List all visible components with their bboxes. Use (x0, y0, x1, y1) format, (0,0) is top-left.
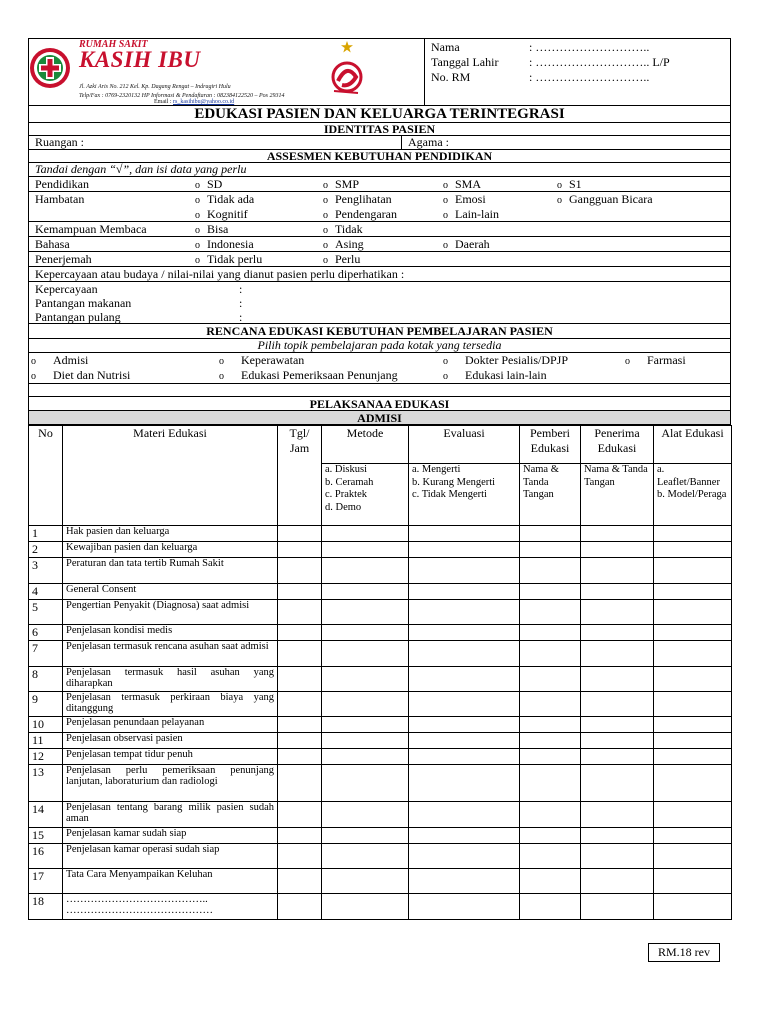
row-pemberi-cell[interactable] (520, 717, 581, 733)
table-row (29, 692, 732, 717)
row-tgl-cell[interactable] (278, 869, 322, 894)
opt-tidak[interactable]: o Tidak (323, 222, 363, 236)
col-materi: Materi Edukasi (63, 426, 278, 526)
pantangan-makanan-field[interactable]: : (239, 296, 243, 310)
row-alat-cell[interactable] (654, 641, 732, 667)
email-link[interactable]: rs_kasihibu@yahoo.co.id (173, 99, 235, 105)
row-penerima-cell[interactable] (581, 526, 654, 542)
row-pemberi-cell[interactable] (520, 844, 581, 869)
row-alat-cell[interactable] (654, 526, 732, 542)
row-evaluasi-cell[interactable] (409, 542, 520, 558)
row-number: 15 (29, 828, 63, 844)
row-tgl-cell[interactable] (278, 765, 322, 802)
row-evaluasi-cell[interactable] (409, 765, 520, 802)
row-materi: Penjelasan kamar operasi sudah siap (63, 844, 278, 869)
row-tgl-cell[interactable] (278, 844, 322, 869)
row-alat-cell[interactable] (654, 542, 732, 558)
topic-penunjang[interactable]: o Edukasi Pemeriksaan Penunjang (219, 368, 398, 382)
row-tgl-cell[interactable] (278, 894, 322, 920)
row-metode-cell[interactable] (322, 600, 409, 625)
row-metode-cell[interactable] (322, 542, 409, 558)
row-pemberi-cell[interactable] (520, 641, 581, 667)
topic-farmasi[interactable]: o Farmasi (625, 353, 686, 367)
membaca-row: Kemampuan Membaca o Bisa o Tidak (28, 222, 731, 237)
patient-identity-box (425, 39, 730, 105)
row-number: 1 (29, 526, 63, 542)
pelaksanaan-heading: PELAKSANAA EDUKASI (28, 397, 731, 411)
row-evaluasi-cell[interactable] (409, 692, 520, 717)
row-metode-cell[interactable] (322, 733, 409, 749)
row-penerima-cell[interactable] (581, 558, 654, 584)
row-penerima-cell[interactable] (581, 692, 654, 717)
row-number: 10 (29, 717, 63, 733)
row-penerima-cell[interactable] (581, 828, 654, 844)
table-row (29, 894, 732, 920)
col-pemberi: Pemberi Edukasi (520, 426, 581, 464)
row-pemberi-cell[interactable] (520, 692, 581, 717)
row-evaluasi-cell[interactable] (409, 584, 520, 600)
row-tgl-cell[interactable] (278, 717, 322, 733)
rencana-heading: RENCANA EDUKASI KEBUTUHAN PEMBELAJARAN PASIEN (28, 324, 731, 339)
hospital-phone: Telp/Fax : 0769-2320132 HP Informasi & Pendaftaran : 082384122520 – Pos 29314 (79, 93, 285, 99)
row-number: 8 (29, 667, 63, 692)
ruangan-field[interactable]: Ruangan : (29, 136, 402, 149)
row-alat-cell[interactable] (654, 584, 732, 600)
row-metode-cell[interactable] (322, 894, 409, 920)
row-number: 14 (29, 802, 63, 828)
row-materi: Penjelasan termasuk rencana asuhan saat admisi (63, 641, 278, 667)
row-metode-cell[interactable] (322, 717, 409, 733)
row-pemberi-cell[interactable] (520, 526, 581, 542)
row-pemberi-cell[interactable] (520, 667, 581, 692)
topic-dokter[interactable]: o Dokter Pesialis/DPJP (443, 353, 569, 367)
table-row (29, 600, 732, 625)
opt-lain-lain[interactable]: o Lain-lain (443, 207, 499, 221)
row-number: 3 (29, 558, 63, 584)
row-evaluasi-cell[interactable] (409, 749, 520, 765)
row-number: 16 (29, 844, 63, 869)
row-evaluasi-cell[interactable] (409, 600, 520, 625)
row-pemberi-cell[interactable] (520, 600, 581, 625)
row-tgl-cell[interactable] (278, 542, 322, 558)
row-metode-cell[interactable] (322, 692, 409, 717)
row-evaluasi-cell[interactable] (409, 667, 520, 692)
opt-smp[interactable]: o SMP (323, 177, 360, 191)
row-alat-cell[interactable] (654, 869, 732, 894)
hospital-email: Email : rs_kasihibu@yahoo.co.id (154, 99, 235, 105)
row-tgl-cell[interactable] (278, 584, 322, 600)
row-penerima-cell[interactable] (581, 749, 654, 765)
row-number: 17 (29, 869, 63, 894)
opt-sd[interactable]: o SD (195, 177, 223, 191)
row-metode-cell[interactable] (322, 641, 409, 667)
row-materi: Penjelasan penundaan pelayanan (63, 717, 278, 733)
row-evaluasi-cell[interactable] (409, 894, 520, 920)
col-tgl: Tgl/ Jam (278, 426, 322, 526)
row-evaluasi-cell[interactable] (409, 802, 520, 828)
row-materi: Hak pasien dan keluarga (63, 526, 278, 542)
row-materi: Penjelasan kondisi medis (63, 625, 278, 641)
row-penerima-cell[interactable] (581, 667, 654, 692)
table-row (29, 667, 732, 692)
table-row (29, 844, 732, 869)
row-materi: Penjelasan termasuk hasil asuhan yang diharapkan (63, 667, 278, 692)
opt-daerah[interactable]: o Daerah (443, 237, 490, 251)
row-number: 2 (29, 542, 63, 558)
row-penerima-cell[interactable] (581, 542, 654, 558)
row-pemberi-cell[interactable] (520, 749, 581, 765)
row-materi: Penjelasan tempat tidur penuh (63, 749, 278, 765)
penerima-note: Nama & Tanda Tangan (581, 464, 654, 526)
opt-indonesia[interactable]: o Indonesia (195, 237, 254, 251)
assesmen-instruction: Tandai dengan “√”, dan isi data yang perlu (28, 163, 731, 177)
row-evaluasi-cell[interactable] (409, 558, 520, 584)
hambatan-row: Hambatan o Tidak ada o Penglihatan o Emosi o Gangguan Bicara o Kognitif o Pendengaran o Lain-lain (28, 192, 731, 222)
hospital-small-name: RUMAH SAKIT (79, 39, 148, 50)
pantangan-pulang-field[interactable]: : (239, 310, 243, 324)
row-penerima-cell[interactable] (581, 641, 654, 667)
patient-dob-field[interactable]: : ……………………….. L/P (529, 55, 670, 69)
star-icon (341, 41, 353, 53)
opt-emosi[interactable]: o Emosi (443, 192, 486, 206)
row-alat-cell[interactable] (654, 828, 732, 844)
opt-kognitif[interactable]: o Kognitif (195, 207, 248, 221)
col-penerima: Penerima Edukasi (581, 426, 654, 464)
hospital-logo (29, 42, 71, 94)
assesmen-heading: ASSESMEN KEBUTUHAN PENDIDIKAN (28, 150, 731, 163)
row-materi: Kewajiban pasien dan keluarga (63, 542, 278, 558)
identitas-heading: IDENTITAS PASIEN (28, 123, 731, 136)
rencana-options (28, 353, 731, 384)
form-code: RM.18 rev (648, 943, 720, 962)
row-alat-cell[interactable] (654, 600, 732, 625)
row-evaluasi-cell[interactable] (409, 625, 520, 641)
row-alat-cell[interactable] (654, 625, 732, 641)
row-penerima-cell[interactable] (581, 625, 654, 641)
hospital-name: KASIH IBU (79, 47, 201, 72)
form-header (28, 38, 731, 106)
row-materi: Penjelasan observasi pasien (63, 733, 278, 749)
row-metode-cell[interactable] (322, 869, 409, 894)
row-number: 9 (29, 692, 63, 717)
topic-admisi[interactable]: o Admisi (31, 353, 89, 367)
row-pemberi-cell[interactable] (520, 542, 581, 558)
table-row (29, 526, 732, 542)
row-materi: ………………………………….. …………………………………… (63, 894, 278, 920)
row-number: 12 (29, 749, 63, 765)
row-pemberi-cell[interactable] (520, 625, 581, 641)
row-penerima-cell[interactable] (581, 584, 654, 600)
row-penerima-cell[interactable] (581, 869, 654, 894)
row-metode-cell[interactable] (322, 828, 409, 844)
table-header-row (29, 426, 732, 464)
pendidikan-row: Pendidikan o SD o SMP o SMA o S1 (28, 177, 731, 192)
row-number: 6 (29, 625, 63, 641)
row-evaluasi-cell[interactable] (409, 733, 520, 749)
row-pemberi-cell[interactable] (520, 869, 581, 894)
topic-lain[interactable]: o Edukasi lain-lain (443, 368, 547, 382)
opt-penglihatan[interactable]: o Penglihatan (323, 192, 392, 206)
table-row (29, 641, 732, 667)
row-materi: Penjelasan tentang barang milik pasien sudah aman (63, 802, 278, 828)
row-pemberi-cell[interactable] (520, 558, 581, 584)
row-tgl-cell[interactable] (278, 641, 322, 667)
row-alat-cell[interactable] (654, 558, 732, 584)
alat-options: a. Leaflet/Banner b. Model/Peraga (654, 464, 732, 526)
kepercayaan-block: Kepercayaan : Pantangan makanan : Pantangan pulang : (28, 282, 731, 324)
row-materi: Peraturan dan tata tertib Rumah Sakit (63, 558, 278, 584)
row-metode-cell[interactable] (322, 802, 409, 828)
row-alat-cell[interactable] (654, 667, 732, 692)
row-penerima-cell[interactable] (581, 844, 654, 869)
row-tgl-cell[interactable] (278, 600, 322, 625)
topic-diet[interactable]: o Diet dan Nutrisi (31, 368, 131, 382)
opt-perlu[interactable]: o Perlu (323, 252, 361, 266)
table-row (29, 828, 732, 844)
table-row (29, 749, 732, 765)
metode-options: a. Diskusi b. Ceramah c. Praktek d. Demo (322, 464, 409, 526)
row-evaluasi-cell[interactable] (409, 869, 520, 894)
row-tgl-cell[interactable] (278, 802, 322, 828)
row-pemberi-cell[interactable] (520, 584, 581, 600)
row-evaluasi-cell[interactable] (409, 526, 520, 542)
table-row (29, 625, 732, 641)
row-materi: General Consent (63, 584, 278, 600)
row-evaluasi-cell[interactable] (409, 717, 520, 733)
opt-bisa[interactable]: o Bisa (195, 222, 229, 236)
patient-dob-row: Tanggal Lahir : ……………………….. L/P (431, 55, 730, 70)
penerjemah-row: Penerjemah o Tidak perlu o Perlu (28, 252, 731, 267)
row-tgl-cell[interactable] (278, 667, 322, 692)
row-tgl-cell[interactable] (278, 749, 322, 765)
row-tgl-cell[interactable] (278, 625, 322, 641)
row-number: 18 (29, 894, 63, 920)
patient-name-row: Nama : ……………………….. (431, 40, 730, 55)
row-alat-cell[interactable] (654, 802, 732, 828)
row-metode-cell[interactable] (322, 526, 409, 542)
spacer-row (28, 384, 731, 397)
identitas-row (28, 136, 731, 150)
row-pemberi-cell[interactable] (520, 733, 581, 749)
row-number: 4 (29, 584, 63, 600)
table-row (29, 765, 732, 802)
row-tgl-cell[interactable] (278, 692, 322, 717)
row-number: 11 (29, 733, 63, 749)
row-metode-cell[interactable] (322, 749, 409, 765)
row-pemberi-cell[interactable] (520, 828, 581, 844)
col-alat: Alat Edukasi (654, 426, 732, 464)
opt-sma[interactable]: o SMA (443, 177, 482, 191)
agama-field[interactable]: Agama : (408, 135, 449, 149)
row-pemberi-cell[interactable] (520, 802, 581, 828)
row-tgl-cell[interactable] (278, 558, 322, 584)
row-alat-cell[interactable] (654, 765, 732, 802)
row-alat-cell[interactable] (654, 717, 732, 733)
row-materi: Penjelasan termasuk perkiraan biaya yang ditanggung (63, 692, 278, 717)
row-tgl-cell[interactable] (278, 526, 322, 542)
row-alat-cell[interactable] (654, 749, 732, 765)
row-metode-cell[interactable] (322, 667, 409, 692)
table-row (29, 558, 732, 584)
row-penerima-cell[interactable] (581, 600, 654, 625)
row-evaluasi-cell[interactable] (409, 641, 520, 667)
kepercayaan-field[interactable]: : (239, 282, 243, 296)
row-alat-cell[interactable] (654, 894, 732, 920)
hospital-kop (29, 39, 425, 105)
row-penerima-cell[interactable] (581, 717, 654, 733)
hospital-address: Jl. Azki Aris No. 212 Kel. Kp. Dagang Rengat – Indragiri Hulu (79, 84, 231, 90)
row-penerima-cell[interactable] (581, 802, 654, 828)
row-evaluasi-cell[interactable] (409, 844, 520, 869)
table-row (29, 733, 732, 749)
evaluasi-options: a. Mengerti b. Kurang Mengerti c. Tidak Mengerti (409, 464, 520, 526)
row-metode-cell[interactable] (322, 625, 409, 641)
row-penerima-cell[interactable] (581, 894, 654, 920)
opt-s1[interactable]: o S1 (557, 177, 582, 191)
row-penerima-cell[interactable] (581, 733, 654, 749)
row-metode-cell[interactable] (322, 558, 409, 584)
bahasa-row: Bahasa o Indonesia o Asing o Daerah (28, 237, 731, 252)
table-row (29, 584, 732, 600)
row-penerima-cell[interactable] (581, 765, 654, 802)
opt-tidak-ada[interactable]: o Tidak ada (195, 192, 255, 206)
patient-name-field[interactable]: : ……………………….. (529, 40, 650, 54)
table-row (29, 802, 732, 828)
col-evaluasi: Evaluasi (409, 426, 520, 464)
row-materi: Penjelasan perlu pemeriksaan penunjang lanjutan, laboraturium dan radiologi (63, 765, 278, 802)
patient-rm-field[interactable]: : ……………………….. (529, 70, 650, 84)
row-alat-cell[interactable] (654, 692, 732, 717)
row-tgl-cell[interactable] (278, 733, 322, 749)
table-row (29, 542, 732, 558)
admisi-subheading: ADMISI (28, 411, 731, 425)
rencana-instruction: Pilih topik pembelajaran pada kotak yang tersedia (28, 339, 731, 353)
row-number: 5 (29, 600, 63, 625)
education-table (28, 425, 732, 920)
table-row (29, 717, 732, 733)
row-alat-cell[interactable] (654, 733, 732, 749)
patient-rm-row: No. RM : ……………………….. (431, 70, 730, 85)
row-evaluasi-cell[interactable] (409, 828, 520, 844)
pemberi-note: Nama & Tanda Tangan (520, 464, 581, 526)
topic-keperawatan[interactable]: o Keperawatan (219, 353, 305, 367)
col-no: No (29, 426, 63, 526)
row-metode-cell[interactable] (322, 584, 409, 600)
accreditation-logo (328, 55, 366, 95)
opt-pendengaran[interactable]: o Pendengaran (323, 207, 397, 221)
row-metode-cell[interactable] (322, 844, 409, 869)
form-page (28, 38, 731, 920)
row-tgl-cell[interactable] (278, 828, 322, 844)
row-alat-cell[interactable] (654, 844, 732, 869)
kepercayaan-heading: Kepercayaan atau budaya / nilai-nilai yang dianut pasien perlu diperhatikan : (28, 267, 731, 282)
row-pemberi-cell[interactable] (520, 894, 581, 920)
row-metode-cell[interactable] (322, 765, 409, 802)
row-number: 7 (29, 641, 63, 667)
row-number: 13 (29, 765, 63, 802)
opt-gangguan-bicara[interactable]: o Gangguan Bicara (557, 192, 653, 206)
row-materi: Penjelasan kamar sudah siap (63, 828, 278, 844)
row-materi: Pengertian Penyakit (Diagnosa) saat admisi (63, 600, 278, 625)
opt-tidak-perlu[interactable]: o Tidak perlu (195, 252, 263, 266)
form-title: EDUKASI PASIEN DAN KELUARGA TERINTEGRASI (28, 106, 731, 123)
row-materi: Tata Cara Menyampaikan Keluhan (63, 869, 278, 894)
col-metode: Metode (322, 426, 409, 464)
opt-asing[interactable]: o Asing (323, 237, 364, 251)
row-pemberi-cell[interactable] (520, 765, 581, 802)
table-row (29, 869, 732, 894)
